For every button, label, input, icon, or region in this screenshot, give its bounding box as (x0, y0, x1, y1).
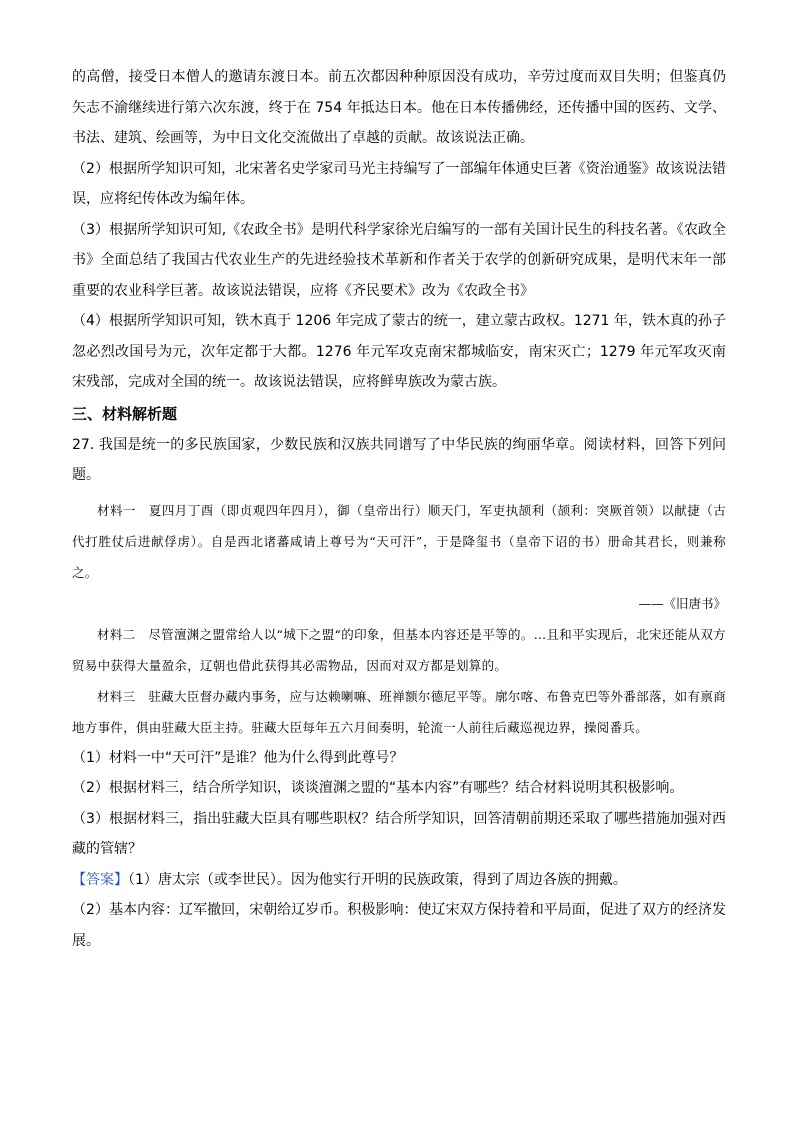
answer-label: 【答案】 (72, 871, 128, 888)
sub-question-1: （1）材料一中“天可汗”是谁？他为什么得到此尊号？ (72, 749, 404, 766)
document-page (72, 62, 726, 956)
answer-1-text: （1）唐太宗（或李世民）。因为他实行开明的民族政策，得到了周边各族的拥戴。 (128, 871, 627, 888)
answer-item-4: （4）根据所学知识可知，铁木真于 1206 年完成了蒙古的统一，建立蒙古政权。1271 年，铁木真的孙子忽必烈改国号为元，次年定都于大都。1276 年元军攻克南宋都城临安，南宋灭亡；1279 年元军攻灭南宋残部，完成对全国的统一。故该说法错误，应将鲜卑族改为蒙古族。 (72, 313, 726, 390)
answer-2: （2）基本内容：辽军撤回，宋朝给辽岁币。积极影响：使辽宋双方保持着和平局面，促进了双方的经济发展。 (72, 902, 726, 949)
answer-item-2: （2）根据所学知识可知，北宋著名史学家司马光主持编写了一部编年体通史巨著《资治通鉴》故该说法错误，应将纪传体改为编年体。 (72, 160, 726, 207)
sub-question-3: （3）根据材料三，指出驻藏大臣具有哪些职权？结合所学知识，回答清朝前期还采取了哪些措施加强对西藏的管辖？ (72, 810, 726, 857)
material-1-source: ——《旧唐书》 (638, 595, 726, 611)
answer-item-3: （3）根据所学知识可知,《农政全书》是明代科学家徐光启编写的一部有关国计民生的科技名著。《农政全书》全面总结了我国古代农业生产的先进经验技术革新和作者关于农学的创新研究成果，是明代末年一部重要的农业科学巨著。故该说法错误，应将《齐民要术》改为《农政全书》 (72, 221, 726, 299)
question-stem: 27. 我国是统一的多民族国家，少数民族和汉族共同谱写了中华民族的绚丽华章。阅读材料，回答下列问题。 (72, 436, 726, 483)
material-3: 材料三 驻藏大臣督办藏内事务，应与达赖喇嘛、班禅额尔德尼平等。廓尔喀、布鲁克巴等外番部落，如有禀商地方事件，俱由驻藏大臣主持。驻藏大臣每年五六月间奏明，轮流一人前往后藏巡视边界，操阅番兵。 (72, 688, 726, 735)
answer-1 (72, 865, 726, 896)
section-heading: 三、材料解析题 (72, 404, 178, 423)
sub-question-2: （2）根据材料三，结合所学知识，谈谈澶渊之盟的“基本内容”有哪些？结合材料说明其积极影响。 (72, 780, 684, 796)
paragraph-jianzhen: 的高僧，接受日本僧人的邀请东渡日本。前五次都因种种原因没有成功，辛劳过度而双目失明；但鉴真仍矢志不渝继续进行第六次东渡，终于在 754 年抵达日本。他在日本传播佛经，还传播中国的医药、文学、书法、建筑、绘画等，为中日文化交流做出了卓越的贡献。故该说法正确。 (72, 69, 726, 146)
material-1: 材料一 夏四月丁酉（即贞观四年四月），御（皇帝出行）顺天门，军吏执颉利（颉利：突厥首领）以献捷（古代打胜仗后进献俘虏）。自是西北诸蕃咸请上尊号为“天可汗”，于是降玺书（皇帝下诏的书）册命其君长，则兼称之。 (72, 502, 726, 580)
material-2: 材料二 尽管澶渊之盟常给人以“城下之盟“的印象，但基本内容还是平等的。…且和平实现后，北宋还能从双方贸易中获得大量盈余，辽朝也借此获得其必需物品，因而对双方都是划算的。 (72, 626, 726, 673)
